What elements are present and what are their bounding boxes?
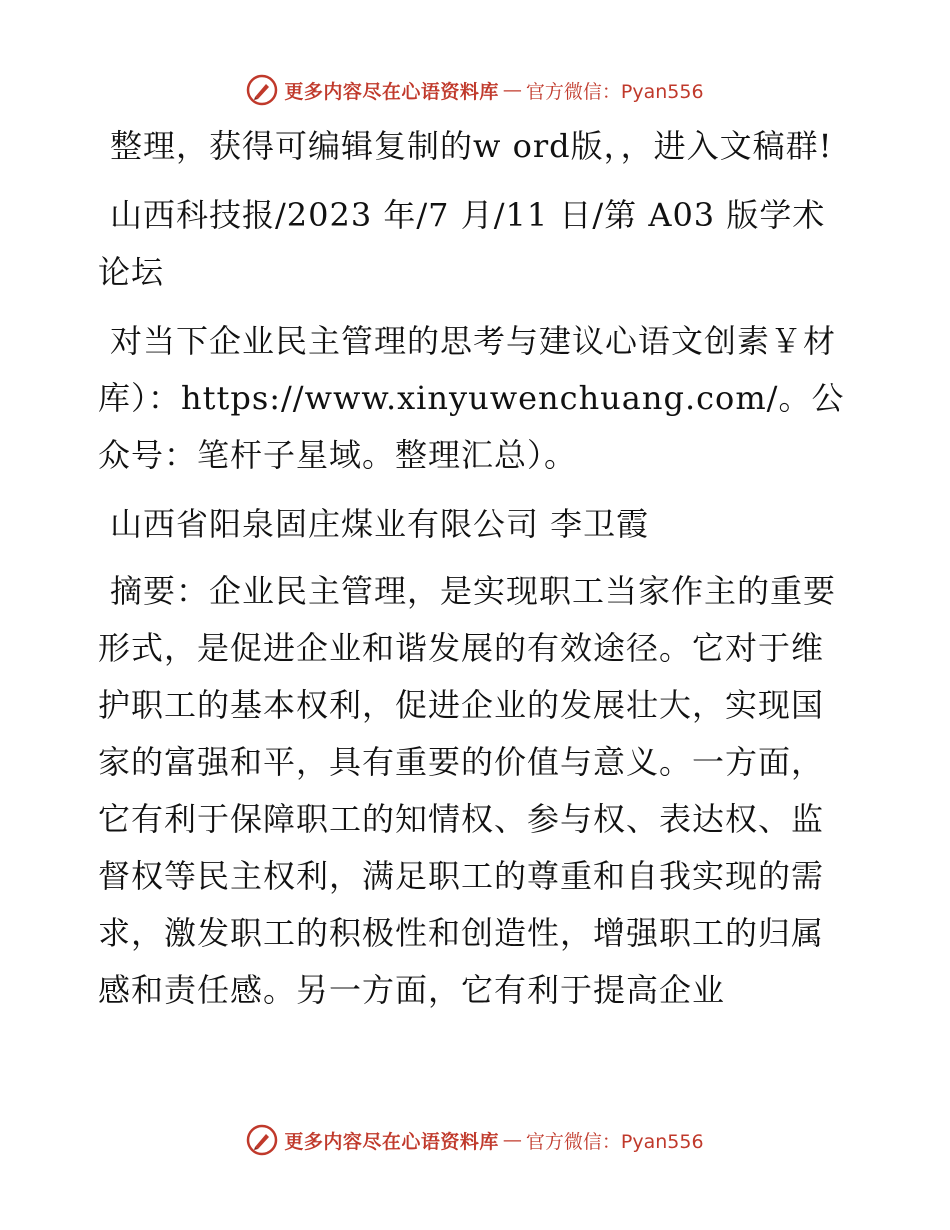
- header-banner: [0, 70, 950, 110]
- banner-wechat: 官方微信：Pyan556: [525, 1130, 704, 1153]
- paragraph-intro: 整理，获得可编辑复制的w ord版，，进入文稿群!: [110, 127, 833, 165]
- banner-separator: —: [502, 79, 522, 101]
- paragraph-title: 对当下企业民主管理的思考与建议心语文创素￥材库）：https://www.xinyuwenchuang.com/。公众号：笔杆子星域。整理汇总）。: [98, 322, 845, 474]
- paragraph-abstract: 摘要：企业民主管理，是实现职工当家作主的重要形式，是促进企业和谐发展的有效途径。它对于维护职工的基本权利，促进企业的发展壮大，实现国家的富强和平，具有重要的价值与意义。一方面，它有利于保障职工的知情权、参与权、表达权、监督权等民主权利，满足职工的尊重和自我实现的需求，激发职工的积极性和创造性，增强职工的归属感和责任感。另一方面，它有利于提高企业: [98, 572, 837, 1009]
- footer-banner: [0, 1120, 950, 1160]
- document-body: [98, 118, 852, 1031]
- pen-logo-icon: [246, 74, 278, 106]
- banner-title: 更多内容尽在心语资料库: [284, 80, 499, 103]
- banner-title: 更多内容尽在心语资料库: [284, 1130, 499, 1153]
- banner-separator: —: [502, 1129, 522, 1151]
- paragraph-author: 山西省阳泉固庄煤业有限公司 李卫霞: [110, 505, 650, 543]
- pen-logo-icon: [246, 1124, 278, 1156]
- banner-wechat: 官方微信：Pyan556: [525, 80, 704, 103]
- paragraph-source: 山西科技报/2023 年/7 月/11 日/第 A03 版学术论坛: [98, 196, 826, 291]
